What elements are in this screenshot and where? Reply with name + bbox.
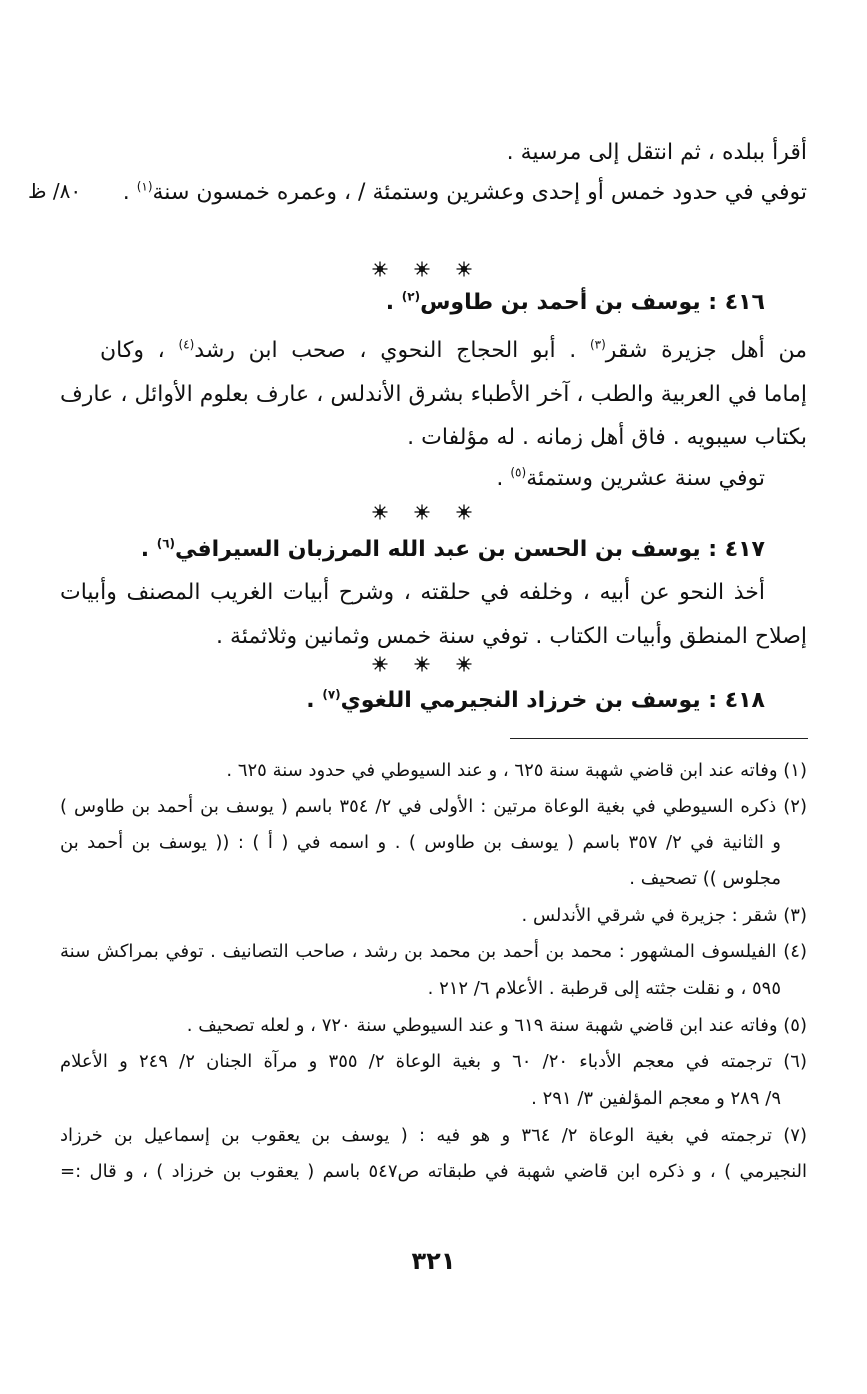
star-ornament-icon	[414, 261, 430, 277]
footnote-ref-3: (٣)	[589, 337, 606, 352]
footnote-1: (١) وفاته عند ابن قاضي شهبة سنة ٦٢٥ ، و عند السيوطي في حدود سنة ٦٢٥ .	[226, 760, 807, 781]
body-line-2-text: توفي في حدود خمس أو إحدى وعشرين وستمئة / ، وعمره خمسون سنة	[152, 180, 807, 205]
entry-417-heading: ٤١٧ : يوسف بن الحسن بن عبد الله المرزبان السيرافي$^{(٦)}$ .	[140, 536, 765, 562]
star-ornament-icon	[414, 504, 430, 520]
separator-stars-1	[372, 261, 472, 277]
separator-stars-3	[372, 656, 472, 672]
footnote-3: (٣) شقر : جزيرة في شرقي الأندلس .	[521, 905, 807, 926]
entry-417-name: : يوسف بن الحسن بن عبد الله المرزبان السيرافي	[175, 537, 725, 562]
footnote-ref-6: (٦)	[156, 536, 176, 551]
page-number: ٣٢١	[411, 1247, 456, 1275]
entry-416-line-4: توفي سنة عشرين وستمئة$^{(٥)}$ .	[496, 465, 765, 491]
entry-418-number: ٤١٨	[724, 688, 765, 713]
body-line-1-text: أقرأ ببلده ، ثم انتقل إلى مرسية .	[506, 140, 807, 165]
entry-417-line-1: أخذ النحو عن أبيه ، وخلفه في حلقته ، وشرح أبيات الغريب المصنف وأبيات	[60, 580, 765, 605]
star-ornament-icon	[414, 656, 430, 672]
body-line-2	[123, 178, 807, 208]
body-line-2-end: .	[122, 180, 137, 205]
body-line-1	[507, 138, 807, 168]
footnote-6-line-2: ٩/ ٢٨٩ و معجم المؤلفين ٣/ ٢٩١ .	[531, 1088, 781, 1109]
footnote-7-line-1: (٧) ترجمته في بغية الوعاة ٢/ ٣٦٤ و هو فيه : ( يوسف بن يعقوب بن إسماعيل بن خرزاد	[60, 1125, 807, 1146]
footnote-4-line-2: ٥٩٥ ، و نقلت جثته إلى قرطبة . الأعلام ٦/ ٢١٢ .	[427, 978, 781, 999]
entry-416-line-2: إماما في العربية والطب ، آخر الأطباء بشرق الأندلس ، عارف بعلوم الأوائل ، عارف	[60, 382, 807, 407]
entry-416-number: ٤١٦	[724, 290, 765, 315]
entry-417-number: ٤١٧	[724, 537, 765, 562]
footnote-4-line-1: (٤) الفيلسوف المشهور : محمد بن أحمد بن محمد بن رشد ، صاحب التصانيف . توفي بمراكش سنة	[60, 941, 807, 962]
entry-416-line-1: من أهل جزيرة شقر$^{(٣)}$ . أبو الحجاج النحوي ، صحب ابن رشد$^{(٤)}$ ، وكان	[100, 337, 807, 363]
footnote-2-line-1: (٢) ذكره السيوطي في بغية الوعاة مرتين : الأولى في ٢/ ٣٥٤ باسم ( يوسف بن أحمد بن طاوس )	[60, 796, 807, 817]
entry-416-name: : يوسف بن أحمد بن طاوس	[420, 290, 725, 315]
entry-416-heading: ٤١٦ : يوسف بن أحمد بن طاوس$^{(٢)}$ .	[385, 289, 765, 315]
footnote-6-line-1: (٦) ترجمته في معجم الأدباء ٢٠/ ٦٠ و بغية الوعاة ٢/ ٣٥٥ و مرآة الجنان ٢/ ٢٤٩ و الأعلام	[60, 1051, 807, 1072]
entry-417-line-2: إصلاح المنطق وأبيات الكتاب . توفي سنة خمس وثمانين وثلاثمئة .	[216, 624, 807, 649]
entry-416-line-3: بكتاب سيبويه . فاق أهل زمانه . له مؤلفات .	[407, 425, 807, 450]
footnote-2-line-3: مجلوس )) تصحيف .	[629, 868, 781, 889]
star-ornament-icon	[372, 656, 388, 672]
footnote-2-line-2: و الثانية في ٢/ ٣٥٧ باسم ( يوسف بن طاوس ) . و اسمه في ( أ ) : (( يوسف بن أحمد بن	[60, 832, 781, 853]
footnote-ref-7: (٧)	[322, 687, 341, 702]
footnote-ref-5: (٥)	[510, 465, 527, 480]
star-ornament-icon	[456, 504, 472, 520]
footnote-ref-1: (١)	[136, 179, 153, 194]
footnote-divider	[510, 738, 808, 739]
entry-418-heading: ٤١٨ : يوسف بن خرزاد النجيرمي اللغوي$^{(٧)}$ .	[306, 687, 765, 713]
footnote-7-line-2: النجيرمي ) ، و ذكره ابن قاضي شهبة في طبقاته ص٥٤٧ باسم ( يعقوب بن خرزاد ) ، و قال :=	[60, 1161, 807, 1182]
footnote-5: (٥) وفاته عند ابن قاضي شهبة سنة ٦١٩ و عند السيوطي سنة ٧٢٠ ، و لعله تصحيف .	[186, 1015, 807, 1036]
star-ornament-icon	[372, 261, 388, 277]
entry-418-name: : يوسف بن خرزاد النجيرمي اللغوي	[340, 688, 725, 713]
footnote-ref-2: (٢)	[401, 289, 421, 304]
star-ornament-icon	[372, 504, 388, 520]
margin-folio-note: ٨٠/ ظ	[28, 179, 82, 203]
separator-stars-2	[372, 504, 472, 520]
footnote-ref-4: (٤)	[178, 337, 195, 352]
star-ornament-icon	[456, 656, 472, 672]
star-ornament-icon	[456, 261, 472, 277]
